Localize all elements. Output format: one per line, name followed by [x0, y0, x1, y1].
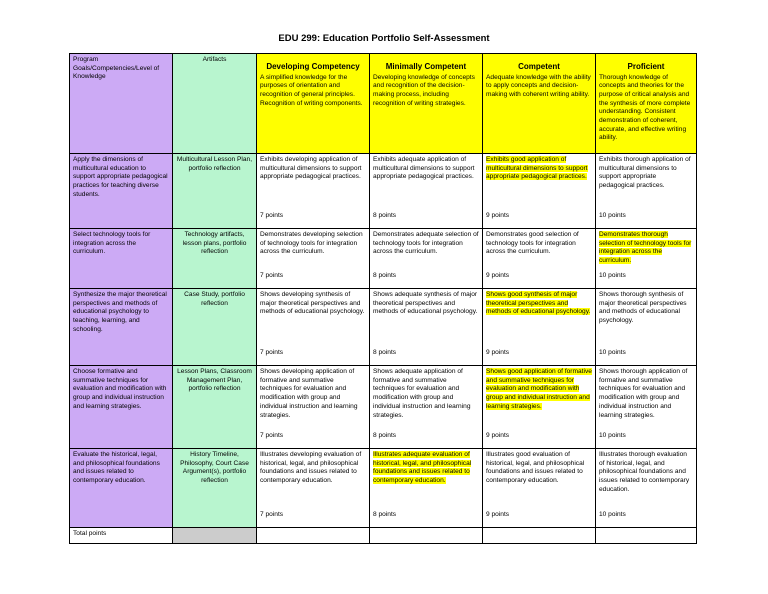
points-label: 8 points — [373, 432, 397, 440]
rubric-cell-proficient[interactable] — [596, 289, 697, 366]
points-label: 8 points — [373, 272, 397, 280]
criterion-text: Demonstrates thorough selection of technology tools for integration across the curriculum. — [599, 231, 692, 265]
artifact-text: Technology artifacts, lesson plans, portfolio reflection — [182, 231, 247, 256]
goal-cell — [70, 449, 173, 528]
rubric-cell-content — [486, 156, 592, 221]
artifact-column-header — [173, 54, 257, 154]
artifact-text: Case Study, portfolio reflection — [184, 291, 245, 307]
artifact-cell — [173, 449, 257, 528]
rubric-cell-proficient[interactable] — [596, 229, 697, 289]
rubric-cell-competent[interactable] — [483, 289, 596, 366]
rubric-cell-content — [599, 231, 693, 281]
points-label: 8 points — [373, 349, 397, 357]
rubric-row — [70, 154, 697, 229]
goal-text: Select technology tools for integration across the curriculum. — [73, 231, 151, 256]
rubric-cell-competent[interactable] — [483, 154, 596, 229]
rubric-row — [70, 229, 697, 289]
total-artifact-cell — [173, 528, 257, 544]
total-row — [70, 528, 697, 544]
level-header-developing — [257, 54, 370, 154]
rubric-cell-content — [599, 368, 693, 441]
points-label: 9 points — [486, 212, 510, 220]
rubric-row — [70, 449, 697, 528]
points-label: 10 points — [599, 511, 626, 519]
header-row — [70, 54, 697, 154]
points-label: 10 points — [599, 432, 626, 440]
rubric-row — [70, 366, 697, 449]
rubric-cell-content — [486, 291, 592, 358]
rubric-cell-content — [373, 156, 479, 221]
level-title: Proficient — [627, 62, 665, 71]
rubric-cell-content — [486, 368, 592, 441]
rubric-cell-content — [260, 451, 366, 520]
artifact-cell — [173, 154, 257, 229]
rubric-cell-proficient[interactable] — [596, 449, 697, 528]
criterion-text: Demonstrates adequate selection of technology tools for integration across the curriculum. — [373, 231, 479, 256]
total-points-text: Total points — [73, 530, 107, 537]
rubric-cell-proficient[interactable] — [596, 154, 697, 229]
rubric-cell-proficient[interactable] — [596, 366, 697, 449]
rubric-cell-developing[interactable] — [257, 366, 370, 449]
artifact-text: Lesson Plans, Classroom Management Plan, portfolio reflection — [177, 368, 252, 393]
artifact-cell — [173, 229, 257, 289]
level-description: Developing knowledge of concepts and recognition of the decision-making process, including recognition of writing strategies. — [373, 73, 475, 107]
points-label: 7 points — [260, 511, 284, 519]
points-label: 8 points — [373, 511, 397, 519]
goal-cell — [70, 229, 173, 289]
artifact-text: History Timeline, Philosophy, Court Case Argument(s), portfolio reflection — [180, 451, 249, 485]
points-label: 7 points — [260, 349, 284, 357]
rubric-cell-minimally-competent[interactable] — [370, 366, 483, 449]
criterion-text: Illustrates developing evaluation of historical, legal, and philosophical foundations and issues related to contemporary education. — [260, 451, 362, 485]
rubric-cell-content — [260, 231, 366, 281]
goal-cell — [70, 366, 173, 449]
points-label: 10 points — [599, 212, 626, 220]
points-label: 10 points — [599, 272, 626, 280]
rubric-cell-competent[interactable] — [483, 229, 596, 289]
document-title: EDU 299: Education Portfolio Self-Assessment — [278, 33, 490, 44]
level-header-minimally-competent — [370, 54, 483, 154]
rubric-cell-developing[interactable] — [257, 449, 370, 528]
points-label: 7 points — [260, 272, 284, 280]
rubric-cell-competent[interactable] — [483, 449, 596, 528]
criterion-text: Shows good synthesis of major theoretical perspectives and methods of educational psychology. — [486, 291, 591, 316]
points-label: 7 points — [260, 432, 284, 440]
criterion-text: Shows developing application of formative and summative techniques for evaluation and modification with group and individual instruction and learning strategies. — [260, 368, 358, 419]
goal-cell — [70, 289, 173, 366]
level-header-competent — [483, 54, 596, 154]
level-description: A simplified knowledge for the purposes of orientation and recognition of general principles. Recognition of writing components. — [260, 73, 363, 107]
criterion-text: Demonstrates good selection of technology tools for integration across the curriculum. — [486, 231, 579, 256]
artifact-cell — [173, 366, 257, 449]
rubric-cell-content — [373, 291, 479, 358]
criterion-text: Shows adequate application of formative and summative techniques for evaluation and modification with group and individual instruction and learning strategies. — [373, 368, 471, 419]
rubric-cell-developing[interactable] — [257, 229, 370, 289]
level-title: Competent — [518, 62, 560, 71]
rubric-cell-content — [599, 451, 693, 520]
criterion-text: Shows good application of formative and summative techniques for evaluation and modification with group and individual instruction and learning strategies. — [486, 368, 592, 410]
level-header-proficient — [596, 54, 697, 154]
criterion-text: Shows developing synthesis of major theoretical perspectives and methods of educational psychology. — [260, 291, 365, 316]
rubric-table — [69, 53, 697, 544]
criterion-text: Illustrates adequate evaluation of historical, legal, and philosophical foundations and issues related to contemporary education. — [373, 451, 472, 485]
goal-text: Choose formative and summative techniques for evaluation and modification with group and individual instruction and learning strategies. — [73, 368, 167, 410]
rubric-cell-content — [486, 231, 592, 281]
total-cell-competent[interactable] — [483, 528, 596, 544]
criterion-text: Illustrates good evaluation of historical, legal, and philosophical foundations and issues related to contemporary education. — [486, 451, 585, 485]
points-label: 7 points — [260, 212, 284, 220]
rubric-body — [70, 154, 697, 528]
criterion-text: Demonstrates developing selection of technology tools for integration across the curriculum. — [260, 231, 363, 256]
points-label: 10 points — [599, 349, 626, 357]
criterion-text: Exhibits adequate application of multicultural dimensions to support appropriate pedagogical practices. — [373, 156, 475, 181]
points-label: 9 points — [486, 432, 510, 440]
artifact-column-header-label: Artifacts — [202, 56, 227, 63]
total-cell-minimally-competent[interactable] — [370, 528, 483, 544]
criterion-text: Illustrates thorough evaluation of historical, legal, and philosophical foundations and issues related to contemporary education. — [599, 451, 690, 493]
rubric-row — [70, 289, 697, 366]
artifact-cell — [173, 289, 257, 366]
criterion-text: Exhibits developing application of multicultural dimensions to support appropriate pedagogical practices. — [260, 156, 362, 181]
criterion-text: Shows adequate synthesis of major theoretical perspectives and methods of educational psychology. — [373, 291, 478, 316]
criterion-text: Exhibits thorough application of multicultural dimensions to support appropriate pedagogical practices. — [599, 156, 691, 190]
points-label: 9 points — [486, 349, 510, 357]
points-label: 9 points — [486, 511, 510, 519]
goal-column-header-label: Program Goals/Competencies/Level of Knowledge — [73, 56, 160, 81]
rubric-cell-content — [599, 156, 693, 221]
rubric-cell-minimally-competent[interactable] — [370, 154, 483, 229]
level-description: Adequate knowledge with the ability to apply concepts and decision-making with coherent writing ability. — [486, 73, 591, 98]
level-title: Developing Competency — [266, 62, 360, 71]
goal-column-header — [70, 54, 173, 154]
rubric-cell-minimally-competent[interactable] — [370, 289, 483, 366]
total-cell-developing[interactable] — [257, 528, 370, 544]
rubric-cell-content — [599, 291, 693, 358]
rubric-cell-minimally-competent[interactable] — [370, 449, 483, 528]
points-label: 8 points — [373, 212, 397, 220]
rubric-cell-content — [373, 451, 479, 520]
artifact-text: Multicultural Lesson Plan, portfolio reflection — [176, 156, 253, 172]
points-label: 9 points — [486, 272, 510, 280]
rubric-cell-competent[interactable] — [483, 366, 596, 449]
level-description: Thorough knowledge of concepts and theories for the purpose of critical analysis and the synthesis of more complete understanding. Consistent demonstration of coherent, accurate, and effective writing ability. — [599, 73, 691, 142]
total-points-label — [70, 528, 173, 544]
rubric-cell-minimally-competent[interactable] — [370, 229, 483, 289]
total-cell-proficient[interactable] — [596, 528, 697, 544]
goal-text: Synthesize the major theoretical perspectives and methods of educational psychology to teaching, learning, and schooling. — [73, 291, 167, 333]
rubric-cell-developing[interactable] — [257, 154, 370, 229]
rubric-cell-content — [260, 291, 366, 358]
goal-text: Apply the dimensions of multicultural education to support appropriate pedagogical practices for teaching diverse students. — [73, 156, 168, 198]
rubric-cell-content — [486, 451, 592, 520]
rubric-cell-content — [373, 368, 479, 441]
rubric-cell-content — [373, 231, 479, 281]
rubric-cell-content — [260, 156, 366, 221]
criterion-text: Shows thorough synthesis of major theoretical perspectives and methods of educational psychology. — [599, 291, 687, 325]
level-title: Minimally Competent — [385, 62, 467, 71]
rubric-cell-developing[interactable] — [257, 289, 370, 366]
criterion-text: Shows thorough application of formative and summative techniques for evaluation and modification with group and individual instruction and learning strategies. — [599, 368, 688, 419]
goal-text: Evaluate the historical, legal, and philosophical foundations and issues related to contemporary education. — [73, 451, 160, 485]
rubric-cell-content — [260, 368, 366, 441]
goal-cell — [70, 154, 173, 229]
criterion-text: Exhibits good application of multicultural dimensions to support appropriate pedagogical practices. — [486, 156, 588, 181]
